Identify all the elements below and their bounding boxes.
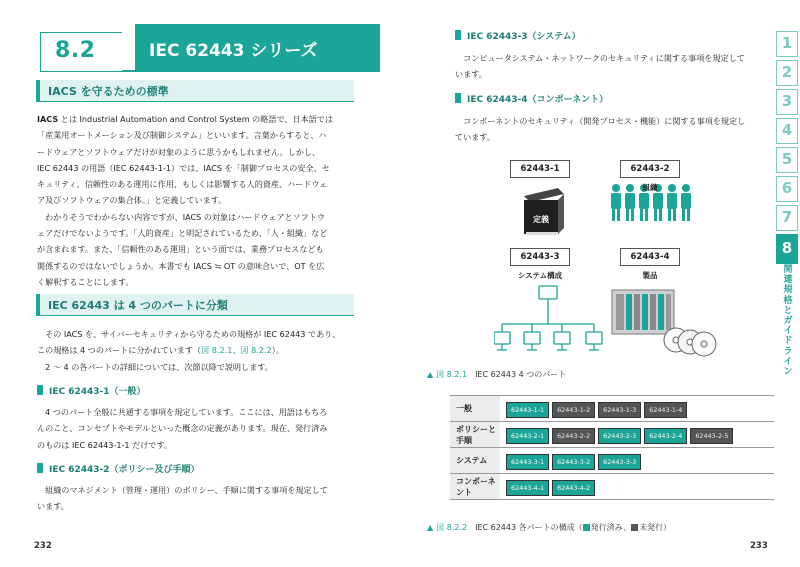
network-diagram-icon (494, 284, 604, 358)
para1-line: IACS とは Industrial Automation and Control System の略語で、日本語では (37, 114, 333, 124)
part2-line: 組織のマネジメント（管理・運用）のポリシー、手順に関する事項を規定して (37, 485, 328, 495)
row-cells (500, 396, 774, 422)
part-box-1: 62443-1 (510, 160, 570, 178)
chapter-tab-8[interactable]: 8 (776, 234, 798, 264)
chapter-tab-6[interactable]: 6 (776, 176, 798, 202)
para1-line: が含まれます。また、「信頼性のある運用」という面では、業務プロセスなども (37, 244, 324, 255)
section-title: IEC 62443 シリーズ (149, 41, 318, 61)
row-header: ポリシーと手順 (450, 422, 500, 448)
heading-iacs (36, 80, 354, 102)
standard-chip: 62443-2-4 (644, 428, 687, 444)
caption1-number: 図 8.2.1 (436, 370, 468, 379)
book-icon (518, 186, 568, 238)
para1-line: く解釈することにします。 (37, 276, 134, 287)
chapter-tab-1[interactable]: 1 (776, 31, 798, 57)
table-row (450, 448, 774, 474)
standard-chip: 62443-2-2 (552, 428, 595, 444)
subheading-part4-text: IEC 62443-4（コンポーネント） (467, 95, 609, 105)
vertical-char: ラ (783, 346, 793, 357)
vertical-char: ガ (783, 316, 793, 327)
caption1-text: IEC 62443 4 つのパート (475, 370, 567, 379)
vertical-char: イ (783, 356, 793, 367)
subheading-part3 (455, 29, 581, 42)
para2-line3: 2 ～ 4 の各パートの詳細については、次節以降で説明します。 (37, 361, 273, 372)
vertical-char: 規 (783, 285, 793, 296)
figure-ref-8-2-1[interactable]: 図 8.2.1 (201, 345, 233, 356)
row-cells (500, 474, 774, 500)
part3-line: コンピュータシステム・ネットワークのセキュリティに関する事項を規定して (455, 53, 745, 63)
para1-line: IEC 62443 の用語（IEC 62443-1-1）では、IACS を「制御プロセスの安全、セ (37, 162, 330, 173)
heading-iacs-text: IACS を守るための標準 (48, 85, 169, 98)
para1-line: 関係するのではないでしょうか。本書でも IACS ≒ OT の意味合いで、OT を広 (37, 260, 325, 271)
section-header (30, 24, 360, 70)
header-connector (122, 70, 135, 72)
book-label: 定義 (533, 215, 549, 224)
label-product: 製品 (642, 271, 658, 280)
vertical-char: 関 (783, 265, 793, 275)
chapter-tab-4[interactable]: 4 (776, 118, 798, 144)
vertical-char: 連 (783, 275, 793, 286)
standard-chip: 62443-1-2 (552, 402, 595, 418)
para1-line: キュリティ、信頼性のある運用に作用、もしくは影響する人的資産、ハードウェ (37, 179, 328, 190)
part3-line: います。 (455, 69, 487, 80)
part4-line: コンポーネントのセキュリティ（開発プロセス・機能）に関する事項を規定し (455, 116, 746, 126)
para2-end: ）。 (271, 345, 284, 356)
standard-chip: 62443-4-2 (552, 480, 595, 496)
standard-chip: 62443-3-2 (552, 454, 595, 470)
subheading-part1-text: IEC 62443-1（一般） (49, 387, 146, 397)
part1-line: 4 つのパート全般に共通する事項を規定しています。ここには、用語はもちろ (37, 407, 328, 417)
hardware-product-icon (610, 282, 722, 360)
subheading-marker (455, 93, 461, 103)
page-number-left: 232 (34, 541, 52, 551)
chapter-tab-2[interactable]: 2 (776, 60, 798, 86)
row-header: コンポーネント (450, 474, 500, 500)
standard-chip: 62443-3-3 (598, 454, 641, 470)
standard-chip: 62443-3-1 (506, 454, 549, 470)
legend-published: 発行済み、 (590, 523, 632, 532)
right-page (400, 0, 800, 567)
section-number-box (40, 32, 122, 72)
standard-chip: 62443-2-5 (690, 428, 733, 444)
para1-line: ェアだけでないようです。「人的資産」と明記されているため、「人・組織」など (37, 228, 328, 239)
legend-published-swatch (583, 524, 590, 531)
subheading-marker (37, 463, 43, 473)
legend-unpublished: 未発行） (639, 523, 672, 532)
paragraph-four-parts (37, 326, 354, 375)
part-box-4: 62443-4 (620, 248, 680, 266)
paragraph-part2 (37, 482, 354, 515)
vertical-char: と (783, 305, 793, 316)
vertical-char: ド (783, 336, 793, 347)
row-cells (500, 448, 774, 474)
subheading-part2-text: IEC 62443-2（ポリシー及び手順） (49, 465, 200, 475)
parts-status-table (450, 395, 774, 500)
para2-line1: その IACS を、サイバーセキュリティから守るための規格が IEC 62443 であり、 (37, 329, 341, 339)
figure-8-2-1 (510, 156, 740, 366)
vertical-char: 格 (783, 295, 793, 306)
part1-line: んのこと、コンセプトやモデルといった概念の定義があります。現在、発行済み (37, 423, 328, 434)
row-header: システム (450, 448, 500, 474)
section-number: 8.2 (55, 38, 96, 63)
label-system-config: システム構成 (517, 271, 563, 280)
caption2-number: 図 8.2.2 (436, 523, 468, 532)
table-row (450, 422, 774, 448)
para1-line: ードウェアとソフトウェアだけが対象のように思うかもしれません。しかし、 (37, 146, 321, 157)
caption-triangle-icon: ▲ (427, 523, 434, 532)
subheading-marker (455, 30, 461, 40)
figure-caption-1 (427, 369, 566, 380)
standard-chip: 62443-4-1 (506, 480, 549, 496)
paragraph-iacs (37, 111, 354, 290)
chapter-tab-5[interactable]: 5 (776, 147, 798, 173)
part-box-3: 62443-3 (510, 248, 570, 266)
subheading-part2 (37, 462, 200, 475)
standard-chip: 62443-2-1 (506, 428, 549, 444)
term-iacs: IACS (37, 114, 59, 124)
part-box-2: 62443-2 (620, 160, 680, 178)
table-row (450, 474, 774, 500)
row-cells (500, 422, 774, 448)
standard-chip: 62443-2-3 (598, 428, 641, 444)
subheading-part4 (455, 92, 608, 105)
vertical-char: イ (783, 326, 793, 337)
subheading-marker (37, 385, 43, 395)
paragraph-part1 (37, 404, 354, 453)
part4-line: ています。 (455, 132, 495, 143)
paragraph-part3 (455, 50, 775, 83)
chapter-tab-7[interactable]: 7 (776, 205, 798, 231)
standard-chip: 62443-1-4 (644, 402, 687, 418)
chapter-vertical-title (781, 265, 795, 377)
section-title-box (135, 24, 380, 72)
para1-line: ア及びソフトウェアの集合体。」と定義しています。 (37, 195, 227, 206)
table-row (450, 396, 774, 422)
paragraph-part4 (455, 113, 775, 146)
standard-chip: 62443-1-3 (598, 402, 641, 418)
label-organization: 組織 (642, 183, 658, 192)
heading-four-parts (36, 294, 354, 316)
figure-caption-2 (427, 522, 671, 533)
standard-chip: 62443-1-1 (506, 402, 549, 418)
part1-line: のものは IEC 62443-1-1 だけです。 (37, 439, 172, 450)
subheading-part3-text: IEC 62443-3（システム） (467, 32, 581, 42)
chapter-tab-3[interactable]: 3 (776, 89, 798, 115)
part2-line: います。 (37, 501, 69, 512)
legend-unpublished-swatch (631, 524, 638, 531)
page-number-right: 233 (750, 541, 768, 551)
caption2-text: IEC 62443 各パートの構成（ (475, 523, 583, 532)
subheading-part1 (37, 384, 146, 397)
figure-ref-8-2-2[interactable]: 図 8.2.2 (240, 345, 272, 356)
heading-four-parts-text: IEC 62443 は 4 つのパートに分類 (48, 299, 228, 312)
para1-line: わかりそうでわからない内容ですが、IACS の対象はハードウェアとソフトウ (37, 211, 325, 222)
para2-line2 (37, 342, 354, 358)
para2-sep: 、 (232, 345, 241, 356)
row-header: 一般 (450, 396, 500, 422)
vertical-char: ン (783, 367, 793, 378)
para2-text: この規格は 4 つのパートに分かれています（ (37, 345, 202, 356)
caption-triangle-icon: ▲ (427, 370, 434, 379)
para1-line: 「産業用オートメーション及び制御システム」といいます。言葉からすると、ハ (37, 130, 327, 141)
